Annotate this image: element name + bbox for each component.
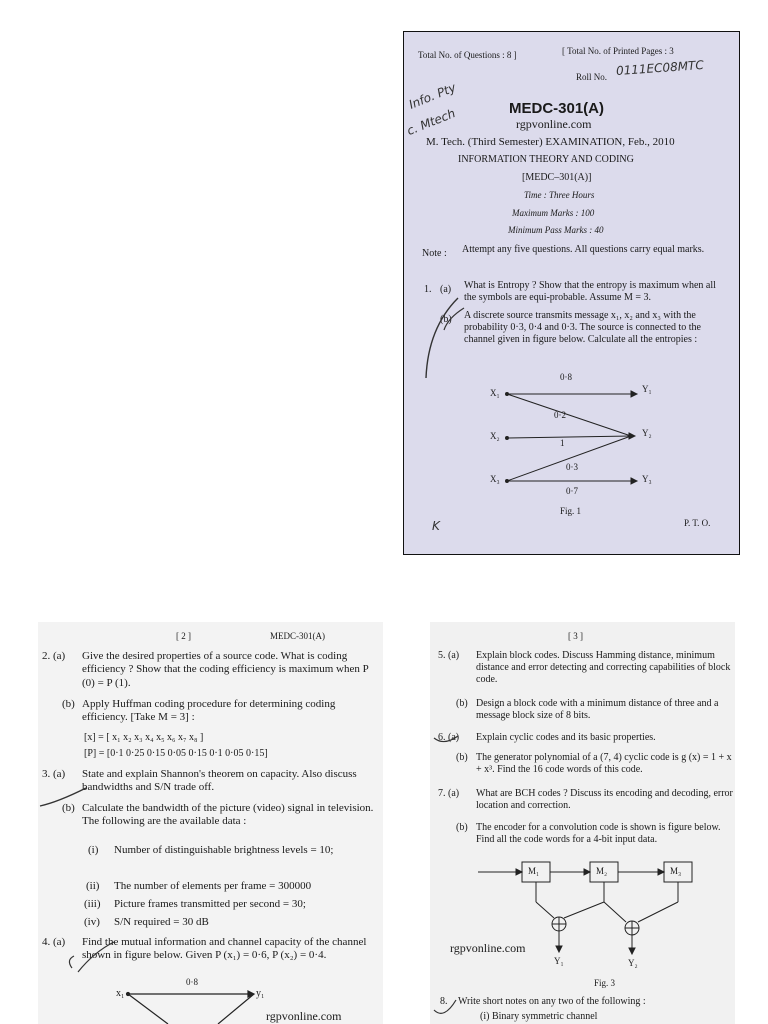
fig3-register-m3: M₃ [670,866,682,876]
fig1-p-x2y2: 1 [560,438,565,448]
q3b-item-1-num: (i) [88,844,99,856]
fig-p-label: 0·8 [186,977,198,987]
q3a-text: State and explain Shannon's theorem on capacity. Also discuss bandwidths and S/N trade off. [82,768,357,794]
q8-item-1: (i) Binary symmetric channel [480,1011,598,1022]
handwritten-bracket-mark [408,268,488,428]
page2-code: MEDC-301(A) [270,631,325,641]
page2-number: [ 2 ] [176,631,191,641]
q3b-item-3-text: Picture frames transmitted per second = 30; [114,898,306,910]
paper-code: MEDC-301(A) [509,100,605,117]
q3b-item-4-num: (iv) [84,916,100,928]
exam-page-3 [430,622,735,1024]
q3b-item-2-num: (ii) [86,880,100,892]
q1a-text: What is Entropy ? Show that the entropy is maximum when all the symbols are equi-probable. Assume M = 3. [464,280,716,304]
fig1-x2-label: X₂ [490,431,500,441]
handwritten-note-1: Info. Pty [406,80,458,112]
exam-page-1 [403,31,740,555]
q8-text: Write short notes on any two of the following : [458,996,646,1007]
q2b-text: Apply Huffman coding procedure for determining coding efficiency. [Take M = 3] : [82,698,336,724]
fig-y1-label: y₁ [256,988,265,999]
handwritten-note-2: c. Mtech [404,106,458,139]
pto-text: P. T. O. [684,518,711,528]
exam-time: Time : Three Hours [524,190,595,200]
q4a-text: Find the mutual information and channel capacity of the channel shown in figure below. Given P (x₁) = 0·6, P (x₂) = 0·4. [82,936,367,962]
q7b-text: The encoder for a convolution code is shown is figure below. Find all the code words for a 4-bit input data. [476,822,721,846]
q2b-label: (b) [62,698,75,710]
q4a-label: 4. (a) [42,936,66,948]
q3b-item-2-text: The number of elements per frame = 300000 [114,880,312,892]
q7a-label: 7. (a) [438,788,460,799]
fig3-caption: Fig. 3 [594,978,616,988]
page3-number: [ 3 ] [568,631,583,641]
q3b-item-4-text: S/N required = 30 dB [114,916,209,928]
fig1-y1-label: Y₁ [642,384,652,394]
fig1-y3-label: Y₃ [642,474,652,484]
subject-code: [MEDC–301(A)] [522,172,592,183]
q1b-text: A discrete source transmits message x₁, x₂ and x₃ with the probability 0·3, 0·4 and 0·3. The source is connected to the channel given in figure below. Calculate all the entropies : [464,310,701,346]
fig3-register-m2: M₂ [596,866,608,876]
huffman-symbols: [x] = [ x₁ x₂ x₃ x₄ x₅ x₆ x₇ x₈ ] [84,732,204,743]
q6a-text: Explain cyclic codes and its basic properties. [476,732,656,743]
handwritten-tick-2 [430,730,470,750]
fig1-p-x3y3: 0·7 [566,486,578,496]
handwritten-mark-2 [64,938,154,978]
fig1-y2-label: Y₂ [642,428,652,438]
q3b-item-3-num: (iii) [84,898,101,910]
fig-x1-label: x₁ [116,988,125,999]
fig1-p-x3y2: 0·3 [566,462,578,472]
fig1-x3-label: X₃ [490,474,500,484]
q2a-label: 2. (a) [42,650,66,662]
fig1-x1-label: X₁ [490,388,500,398]
q1b-label: (b) [440,314,452,325]
q5b-label: (b) [456,698,468,709]
q3b-item-1-text: Number of distinguishable brightness levels = 10; [114,844,334,856]
total-questions: Total No. of Questions : 8 ] [418,50,517,60]
q5a-text: Explain block codes. Discuss Hamming distance, minimum distance and error detecting and correcting capabilities of block code. [476,650,731,686]
fig1-caption: Fig. 1 [560,506,582,516]
roll-label: Roll No. [576,72,608,82]
fig-channel-partial [126,990,266,1024]
q6b-text: The generator polynomial of a (7, 4) cyclic code is g (x) = 1 + x + x³. Find the 16 code words of this code. [476,752,732,776]
fig1-channel-diagram [479,389,709,509]
exam-title: M. Tech. (Third Semester) EXAMINATION, Feb., 2010 [426,136,675,148]
handwritten-mark-3 [430,992,470,1022]
q7b-label: (b) [456,822,468,833]
fig1-p-x1y1: 0·8 [560,372,572,382]
total-pages: [ Total No. of Printed Pages : 3 [562,46,674,56]
q7a-text: What are BCH codes ? Discuss its encoding and decoding, error location and correction. [476,788,733,812]
note-text: Attempt any five questions. All questions carry equal marks. [462,244,705,255]
q5a-label: 5. (a) [438,650,460,661]
q3a-label: 3. (a) [42,768,66,780]
roll-number-handwritten: 0111EC08MTC [615,57,705,79]
page2-website-watermark: rgpvonline.com [266,1009,342,1023]
q6a-label: 6. (a) [438,732,460,743]
fig1-p-x1y2: 0·2 [554,410,566,420]
huffman-probabilities: [P] = [0·1 0·25 0·15 0·05 0·15 0·1 0·05 0·15] [84,748,268,759]
handwritten-mark-k: K [432,519,440,533]
q2a-text: Give the desired properties of a source code. What is coding efficiency ? Show that the coding efficiency is maximum when P (0) = P (1). [82,650,369,689]
q6b-label: (b) [456,752,468,763]
fig3-output-y2: Y₂ [628,958,638,968]
fig3-register-m1: M₁ [528,866,540,876]
q3b-text: Calculate the bandwidth of the picture (video) signal in television. The following are the available data : [82,802,374,828]
subject-title: INFORMATION THEORY AND CODING [458,154,634,165]
exam-page-2 [38,622,383,1024]
page3-website-watermark: rgpvonline.com [450,941,526,955]
q3b-label: (b) [62,802,75,814]
fig3-output-y1: Y₁ [554,956,564,966]
max-marks: Maximum Marks : 100 [512,208,595,218]
q8-label: 8. [440,996,448,1007]
note-label: Note : [422,248,447,259]
q1-number: 1. [424,284,432,295]
q5b-text: Design a block code with a minimum distance of three and a message block size of 8 bits. [476,698,719,722]
q1a-label: (a) [440,284,452,295]
website-watermark: rgpvonline.com [516,117,592,131]
min-marks: Minimum Pass Marks : 40 [508,225,604,235]
